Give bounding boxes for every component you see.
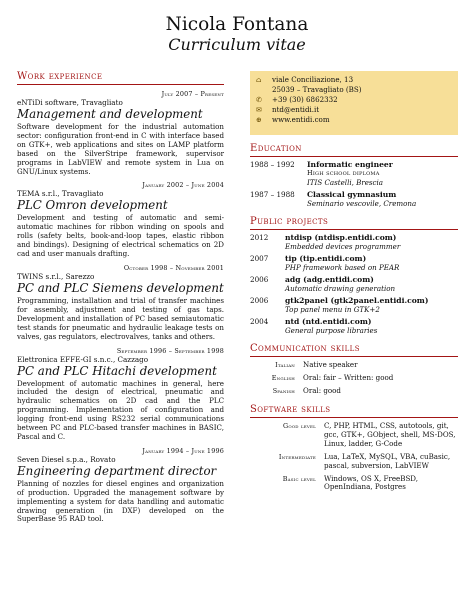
project-entry — [250, 254, 458, 272]
job-entry — [17, 347, 224, 442]
job-role: Engineering department director — [17, 463, 217, 478]
project-description: Embedded devices programmer — [285, 242, 401, 251]
project-description: Top panel menu in GTK+2 — [285, 305, 380, 314]
job-dates: July 2007 – Present — [161, 90, 224, 98]
education-section — [250, 143, 458, 208]
project-details — [285, 233, 458, 251]
software-skills: Lua, LaTeX, MySQL, VBA, cuBasic, pascal, subversion, LabVIEW — [324, 451, 451, 470]
project-year: 2004 — [250, 317, 269, 326]
software-level: Basic level — [282, 474, 316, 483]
document-subtitle: Curriculum vitae — [168, 35, 306, 54]
projects-list — [250, 233, 458, 335]
job-company: Elettronica EFFE-GI s.n.c., Cazzago — [17, 354, 149, 364]
work-list — [17, 90, 224, 524]
software-entry — [250, 475, 458, 493]
contact-text: www.entidi.com — [272, 115, 330, 124]
job-role: PLC Omron development — [17, 198, 168, 213]
software-entry — [250, 453, 458, 471]
job-entry — [17, 264, 224, 342]
project-entry — [250, 317, 458, 335]
software-level: Intermediate — [278, 452, 316, 461]
project-year: 2006 — [250, 275, 269, 284]
projects-section-title: Public projects — [250, 216, 329, 227]
software-list — [250, 422, 458, 492]
job-dates: September 1996 – September 1998 — [116, 346, 224, 355]
education-degree: Classical gymnasium — [307, 190, 397, 199]
language-level: Oral: good — [303, 386, 341, 395]
section-rule — [250, 417, 458, 418]
project-name: adg (adg.entidi.com) — [285, 275, 374, 284]
language-name: Italian — [275, 361, 295, 369]
language-entry — [250, 386, 458, 396]
job-role: PC and PLC Siemens development — [17, 280, 224, 295]
contact-text: +39 (30) 6862332 — [272, 95, 338, 104]
phone-icon: ✆ — [256, 96, 262, 104]
education-school: Seminario vescovile, Cremona — [307, 199, 417, 208]
communication-section — [250, 343, 458, 396]
contact-box — [250, 71, 458, 135]
contact-row — [256, 95, 452, 105]
web-icon: ⊕ — [256, 116, 262, 124]
project-description: PHP framework based on PEAR — [285, 263, 400, 272]
section-rule — [250, 356, 458, 357]
education-entry — [250, 190, 458, 208]
job-dates: January 1994 – June 1996 — [142, 446, 224, 455]
job-company: Seven Diesel s.p.a., Rovato — [17, 454, 116, 464]
project-year: 2006 — [250, 296, 269, 305]
job-role: Management and development — [17, 107, 203, 121]
project-details — [285, 317, 458, 335]
project-name: tip (tip.entidi.com) — [285, 254, 367, 263]
person-name: Nicola Fontana — [165, 14, 309, 35]
project-details — [285, 254, 458, 272]
section-rule — [250, 229, 458, 230]
software-entry — [250, 422, 458, 449]
software-section — [250, 404, 458, 492]
projects-section — [250, 216, 458, 335]
contact-text: 25039 – Travagliato (BS) — [272, 85, 362, 94]
software-level: Good level — [283, 422, 316, 430]
left-column — [17, 71, 224, 524]
email-icon: ✉ — [256, 106, 262, 114]
education-list — [250, 160, 458, 208]
home-icon: ⌂ — [256, 76, 262, 84]
project-name: ntdisp (ntdisp.entidi.com) — [285, 233, 397, 242]
project-year: 2007 — [250, 254, 269, 263]
section-rule — [250, 156, 458, 157]
project-entry — [250, 233, 458, 251]
job-description: Software development for the industrial automation sector: configuration front-end in C with interface based on GTK+, web applications and sites on LAMP platform based on the SilverStripe framework, supervisor programs in LabVIEW and remote system in Lua on GNU/Linux systems. — [17, 122, 224, 176]
job-description: Development and testing of automatic and semi-automatic machines for ribbon winding on spools and rolls (safety belts, book-and-loop tapes, elastic ribbon and bindings). Designing of electrical schematics on 2D cad and user manuals drafting. — [17, 213, 224, 259]
project-details — [285, 296, 458, 314]
education-details — [307, 160, 458, 187]
job-role: PC and PLC Hitachi development — [17, 363, 217, 378]
job-description: Programming, installation and trial of transfer machines for assembly, adjustment and testing of gas taps. Development and installation of PC based semiautomatic test stands for pneumatic and hydraulic leakage tests on valves, gas regulators, electrovalves, tanks and others. — [17, 295, 224, 341]
contact-row — [256, 115, 452, 125]
right-column — [250, 71, 458, 492]
contact-text: viale Conciliazione, 13 — [272, 75, 354, 84]
work-section-title: Work experience — [17, 71, 103, 82]
job-company: TEMA s.r.l., Travagliato — [17, 189, 104, 199]
project-description: General purpose libraries — [285, 326, 378, 335]
language-level: Oral: fair – Written: good — [303, 373, 394, 382]
software-section-title: Software skills — [250, 404, 331, 415]
job-description: Planning of nozzles for diesel engines and organization of production. Upgraded the management software by implementing a system for data handling and automatic drawing generation (in DXF) developed on the SuperBase 95 RAD tool. — [17, 478, 224, 524]
job-entry — [17, 90, 224, 176]
project-entry — [250, 296, 458, 314]
cv-header — [0, 14, 474, 55]
education-details — [307, 190, 458, 208]
software-skills: Windows, OS X, FreeBSD, OpenIndiana, Postgres — [324, 473, 418, 492]
project-details — [285, 275, 458, 293]
section-rule — [17, 84, 224, 85]
language-name: Spanish — [272, 387, 295, 395]
communication-section-title: Communication skills — [250, 343, 360, 354]
job-entry — [17, 181, 224, 259]
job-company: eNTiDi software, Travagliato — [17, 98, 123, 107]
project-year: 2012 — [250, 233, 269, 242]
language-name: English — [271, 374, 295, 382]
education-school: ITIS Castelli, Brescia — [307, 178, 384, 187]
project-name: gtk2panel (gtk2panel.entidi.com) — [285, 296, 429, 305]
education-years: 1987 – 1988 — [250, 190, 295, 199]
contact-row — [256, 75, 452, 85]
job-entry — [17, 447, 224, 525]
language-entry — [250, 373, 458, 383]
contact-row — [256, 105, 452, 115]
project-name: ntd (ntd.entidi.com) — [285, 317, 372, 326]
job-dates: January 2002 – June 2004 — [142, 181, 224, 190]
education-level: High school diploma — [307, 169, 380, 177]
software-skills: C, PHP, HTML, CSS, autotools, git, gcc, GTK+, GObject, shell, MS-DOS, Linux, ladder, G-Code — [324, 421, 456, 448]
education-years: 1988 – 1992 — [250, 160, 295, 169]
contact-text: ntd@entidi.it — [272, 105, 320, 114]
education-degree: Informatic engineer — [307, 160, 393, 169]
job-description: Development of automatic machines in general, here included the design of electrical, pneumatic and hydraulic schematics on 2D cad and the PLC programming. Implementation of configuration and logging front-end using RS232 serial communications between PC and PLC-based transfer machines in BASIC, Pascal and C. — [17, 378, 224, 441]
language-entry — [250, 360, 458, 370]
language-level: Native speaker — [303, 360, 358, 369]
project-description: Automatic drawing generation — [285, 284, 396, 293]
job-dates: October 1998 – November 2001 — [123, 263, 224, 272]
project-entry — [250, 275, 458, 293]
job-company: TWINS s.r.l., Sarezzo — [17, 271, 95, 281]
education-section-title: Education — [250, 143, 302, 154]
contact-row — [256, 85, 452, 95]
communication-list — [250, 360, 458, 396]
education-entry — [250, 160, 458, 187]
